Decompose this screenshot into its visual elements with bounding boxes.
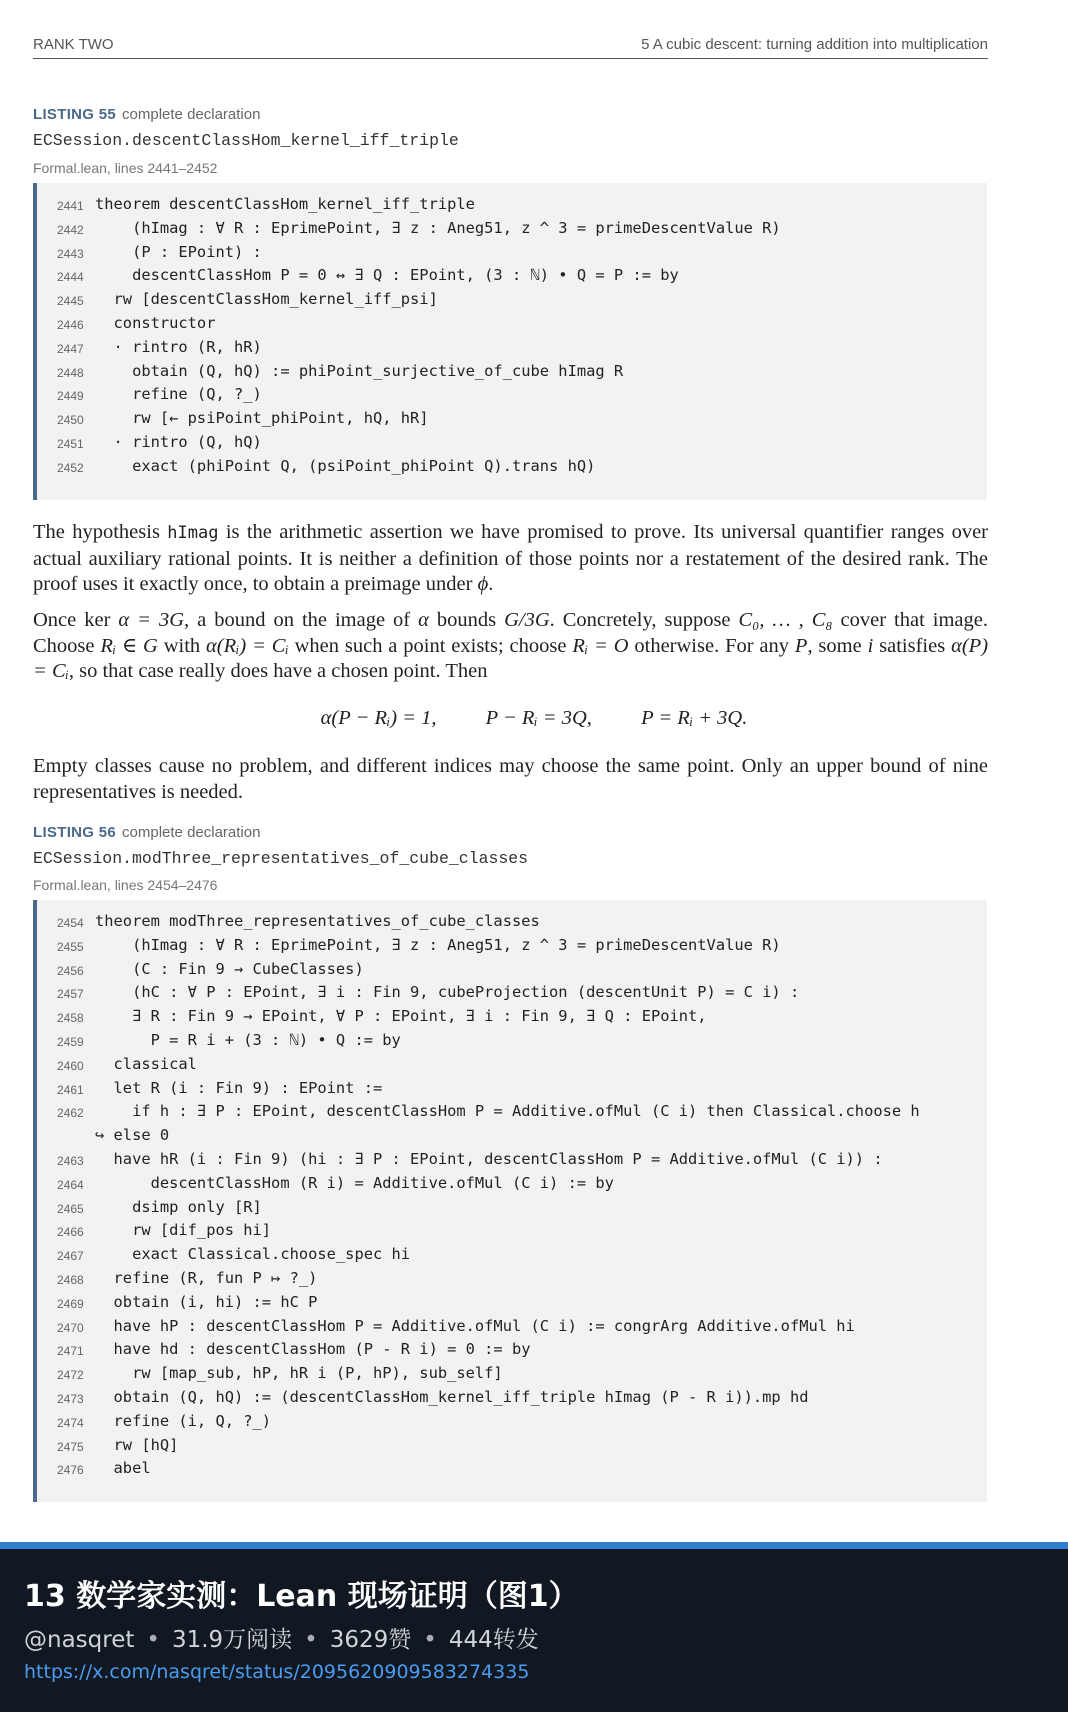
code-line — [37, 982, 987, 1006]
code-line — [37, 1101, 987, 1125]
listing-56-code-block — [33, 900, 987, 1502]
code-line — [37, 1339, 987, 1363]
footer-title: 13 数学家实测：Lean 现场证明（图1） — [24, 1579, 579, 1614]
code-text: refine (i, Q, ?_) — [95, 1411, 272, 1430]
line-number: 2446 — [57, 317, 84, 332]
code-line — [37, 1268, 987, 1292]
repost-count: 444转发 — [448, 1627, 539, 1653]
listing-56-source: Formal.lean, lines 2454–2476 — [33, 877, 218, 893]
like-count: 3629赞 — [329, 1627, 412, 1653]
code-text: constructor — [95, 313, 216, 332]
code-text: (C : Fin 9 → CubeClasses) — [95, 959, 364, 978]
listing-56-caption — [33, 824, 260, 842]
line-number: 2454 — [57, 916, 84, 930]
code-line — [37, 1054, 987, 1078]
equation-2: P − Rᵢ = 3Q, — [485, 707, 592, 729]
code-text: dsimp only [R] — [95, 1197, 262, 1216]
read-count: 31.9万阅读 — [171, 1627, 293, 1653]
code-line — [37, 1197, 987, 1221]
code-line — [37, 1173, 987, 1197]
line-number: 2475 — [57, 1439, 84, 1454]
line-number: 2443 — [57, 246, 84, 261]
code-line — [37, 313, 987, 337]
listing-55-declaration-name: ECSession.descentClassHom_kernel_iff_triple — [33, 131, 459, 150]
inline-code-himag: hImag — [167, 523, 219, 543]
line-number: 2470 — [57, 1320, 84, 1335]
equation-3: P = Rᵢ + 3Q. — [641, 707, 748, 729]
code-text: have hd : descentClassHom (P - R i) = 0 := by — [95, 1340, 531, 1359]
code-text: refine (R, fun P ↦ ?_) — [95, 1268, 318, 1287]
code-text: (hImag : ∀ R : EprimePoint, ∃ z : Aneg51, z ^ 3 = primeDescentValue R) — [95, 935, 781, 954]
equation-1: α(P − Rᵢ) = 1, — [320, 707, 437, 729]
code-text: P = R i + (3 : ℕ) • Q := by — [95, 1030, 401, 1049]
code-line — [37, 1244, 987, 1268]
code-line — [37, 408, 987, 432]
code-text: rw [descentClassHom_kernel_iff_psi] — [95, 290, 438, 309]
paragraph-representatives: Once ker α = 3G, a bound on the image of α bounds G/3G. Concretely, suppose C₀, … , C₈ cover that image. Choose Rᵢ ∈ G with α(Rᵢ) = Cᵢ when such a point exists; choose Rᵢ = O otherwise. For any P, some i satisfies α(P) = Cᵢ, so that case really does have a chosen point. Then — [33, 609, 989, 682]
line-number: 2452 — [57, 460, 84, 475]
listing-55-source: Formal.lean, lines 2441–2452 — [33, 160, 218, 176]
code-line — [37, 289, 987, 313]
line-number: 2450 — [57, 413, 84, 428]
code-text: obtain (Q, hQ) := (descentClassHom_kernel_iff_triple hImag (P - R i)).mp hd — [95, 1387, 809, 1406]
line-number: 2461 — [57, 1082, 84, 1097]
code-line — [37, 1292, 987, 1316]
code-text: obtain (i, hi) := hC P — [95, 1292, 318, 1311]
line-number: 2444 — [57, 270, 84, 285]
line-number: 2466 — [57, 1225, 84, 1240]
footer-meta: @nasqret • 31.9万阅读 • 3629赞 • 444转发 — [24, 1627, 539, 1653]
line-number: 2460 — [57, 1058, 84, 1073]
display-equation — [0, 707, 1068, 730]
line-number: 2451 — [57, 436, 84, 451]
code-text: (P : EPoint) : — [95, 242, 262, 261]
code-text: refine (Q, ?_) — [95, 385, 262, 404]
code-line — [37, 959, 987, 983]
line-number: 2465 — [57, 1201, 84, 1216]
code-line — [37, 456, 987, 480]
code-text: rw [dif_pos hi] — [95, 1221, 272, 1240]
code-line — [37, 1220, 987, 1244]
line-number: 2457 — [57, 987, 84, 1002]
listing-55-code-block — [33, 183, 987, 500]
status-link[interactable]: https://x.com/nasqret/status/2095620909583274335 — [24, 1661, 530, 1683]
code-text: have hR (i : Fin 9) (hi : ∃ P : EPoint, descentClassHom P = Additive.ofMul (C i)) : — [95, 1149, 883, 1168]
line-number: 2464 — [57, 1177, 84, 1192]
code-line — [37, 1030, 987, 1054]
running-header — [33, 36, 988, 59]
code-text: abel — [95, 1459, 151, 1478]
listing-kind: complete declaration — [122, 106, 261, 123]
line-number: 2448 — [57, 365, 84, 380]
code-text: obtain (Q, hQ) := phiPoint_surjective_of_cube hImag R — [95, 361, 624, 380]
code-text: let R (i : Fin 9) : EPoint := — [95, 1078, 383, 1097]
line-number: 2456 — [57, 963, 84, 978]
code-text: rw [hQ] — [95, 1435, 179, 1454]
code-line — [37, 1363, 987, 1387]
paragraph-hypothesis: The hypothesis hImag is the arithmetic assertion we have promised to prove. Its universal quantifier ranges over actual auxiliary rational points. It is neither a definition of those points nor a restatement of the desired rank. The proof uses it exactly once, to obtain a preimage under ϕ. — [33, 521, 988, 595]
listing-56-declaration-name: ECSession.modThree_representatives_of_cube_classes — [33, 849, 529, 868]
code-line — [37, 337, 987, 361]
line-number: 2463 — [57, 1153, 84, 1168]
line-number: 2442 — [57, 222, 84, 237]
code-text: classical — [95, 1054, 197, 1073]
listing-55-caption — [33, 106, 260, 124]
line-number: 2469 — [57, 1296, 84, 1311]
code-line — [37, 1125, 987, 1149]
line-number: 2473 — [57, 1391, 84, 1406]
code-text: exact Classical.choose_spec hi — [95, 1245, 411, 1264]
line-number: 2459 — [57, 1034, 84, 1049]
code-line — [37, 1458, 987, 1482]
code-line — [37, 1387, 987, 1411]
code-line — [37, 1316, 987, 1340]
code-line — [37, 911, 987, 935]
code-line — [37, 242, 987, 266]
code-line — [37, 361, 987, 385]
code-text: · rintro (R, hR) — [95, 337, 262, 356]
social-footer — [0, 1542, 1068, 1712]
code-text: theorem modThree_representatives_of_cube_classes — [95, 912, 540, 930]
running-header-right: 5 A cubic descent: turning addition into multiplication — [641, 36, 988, 53]
line-number: 2445 — [57, 294, 84, 309]
line-number: 2472 — [57, 1368, 84, 1383]
code-text: ∃ R : Fin 9 → EPoint, ∀ P : EPoint, ∃ i : Fin 9, ∃ Q : EPoint, — [95, 1007, 707, 1026]
code-text: ↪ else 0 — [95, 1126, 170, 1145]
code-line — [37, 1078, 987, 1102]
code-line — [37, 1006, 987, 1030]
code-line — [37, 1411, 987, 1435]
line-number: 2441 — [57, 199, 84, 213]
code-text: rw [map_sub, hP, hR i (P, hP), sub_self] — [95, 1364, 503, 1383]
code-line — [37, 265, 987, 289]
line-number: 2471 — [57, 1344, 84, 1359]
code-line — [37, 218, 987, 242]
code-text: have hP : descentClassHom P = Additive.ofMul (C i) := congrArg Additive.ofMul hi — [95, 1316, 855, 1335]
line-number: 2462 — [57, 1106, 84, 1121]
code-line — [37, 1149, 987, 1173]
code-text: (hC : ∀ P : EPoint, ∃ i : Fin 9, cubeProjection (descentUnit P) = C i) : — [95, 983, 800, 1002]
code-text: (hImag : ∀ R : EprimePoint, ∃ z : Aneg51, z ^ 3 = primeDescentValue R) — [95, 218, 781, 237]
running-header-left: RANK TWO — [33, 36, 114, 53]
line-number: 2476 — [57, 1463, 84, 1478]
line-number: 2468 — [57, 1272, 84, 1287]
code-text: exact (phiPoint Q, (psiPoint_phiPoint Q).trans hQ) — [95, 456, 596, 475]
code-text: descentClassHom (R i) = Additive.ofMul (C i) := by — [95, 1173, 614, 1192]
listing-label: LISTING 55 — [33, 106, 117, 123]
line-number: 2474 — [57, 1415, 84, 1430]
code-text: descentClassHom P = 0 ↔ ∃ Q : EPoint, (3 : ℕ) • Q = P := by — [95, 266, 679, 285]
code-line — [37, 384, 987, 408]
line-number: 2467 — [57, 1249, 84, 1264]
code-text: rw [← psiPoint_phiPoint, hQ, hR] — [95, 409, 429, 428]
line-number: 2455 — [57, 939, 84, 954]
code-text: if h : ∃ P : EPoint, descentClassHom P = Additive.ofMul (C i) then Classical.choose h — [95, 1102, 920, 1121]
code-line — [37, 432, 987, 456]
code-line — [37, 935, 987, 959]
line-number: 2447 — [57, 341, 84, 356]
listing-kind: complete declaration — [122, 824, 261, 841]
code-text: · rintro (Q, hQ) — [95, 432, 262, 451]
line-number: 2458 — [57, 1011, 84, 1026]
line-number: 2449 — [57, 389, 84, 404]
code-text: theorem descentClassHom_kernel_iff_triple — [95, 195, 475, 213]
author-handle[interactable]: @nasqret — [24, 1627, 135, 1653]
code-line — [37, 194, 987, 218]
listing-label: LISTING 56 — [33, 824, 117, 841]
paragraph-empty-classes: Empty classes cause no problem, and different indices may choose the same point. Only an upper bound of nine representatives is needed. — [33, 755, 988, 803]
code-line — [37, 1435, 987, 1459]
